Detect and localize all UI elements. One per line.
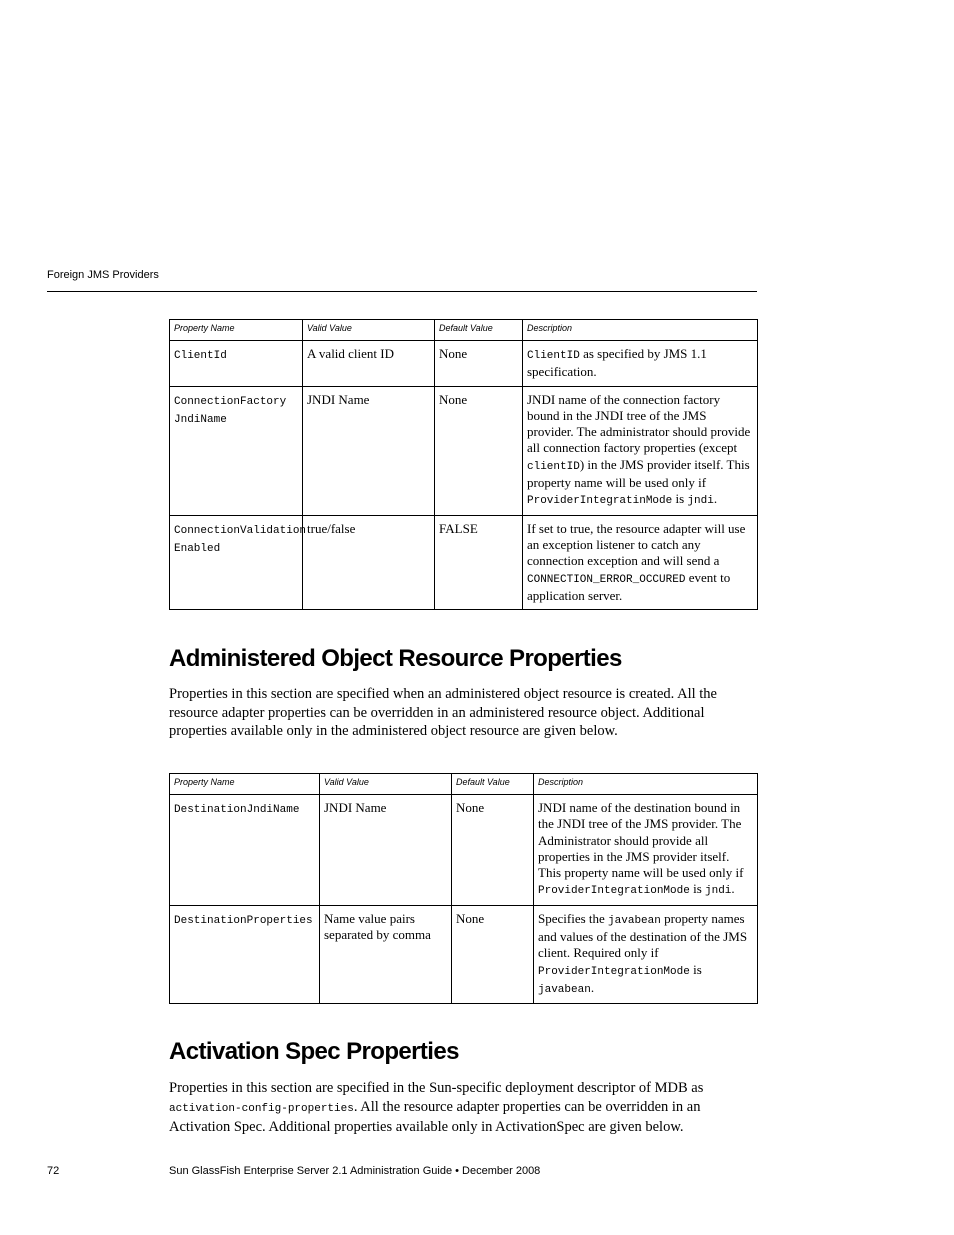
col-header-valid-value: Valid Value <box>320 774 452 795</box>
property-name: ConnectionFactory <box>174 395 287 408</box>
code-term: activation-config-properties <box>169 1102 354 1115</box>
table-header-row <box>170 774 758 795</box>
col-header-default-value: Default Value <box>452 774 534 795</box>
code-term: ClientID <box>527 350 580 362</box>
property-name: DestinationProperties <box>174 914 313 927</box>
code-term: ProviderIntegratinMode <box>527 495 673 508</box>
valid-value-cell: A valid client ID <box>303 341 435 387</box>
section-heading-activation-spec: Activation Spec Properties <box>169 1038 459 1065</box>
code-term: CONNECTION_ERROR_OCCURED <box>527 573 686 586</box>
col-header-valid-value: Valid Value <box>303 320 435 341</box>
section-body-administered-object: Properties in this section are specified when an administered object resource is created. All the resource adapter properties can be overridden in an administered resource object. Additional properties available only in the administered object resource are given below. <box>169 686 717 739</box>
default-value-cell: None <box>435 386 523 515</box>
property-name-continued: Enabled <box>174 542 221 555</box>
code-term: ProviderIntegrationMode <box>538 965 690 978</box>
footer-title: Sun GlassFish Enterprise Server 2.1 Administration Guide • December 2008 <box>169 1165 541 1177</box>
col-header-default-value: Default Value <box>435 320 523 341</box>
table-row <box>170 795 758 906</box>
administered-object-properties-table <box>169 773 758 1004</box>
col-header-property-name: Property Name <box>170 320 303 341</box>
table-row <box>170 341 758 387</box>
table-row <box>170 905 758 1003</box>
property-name: ConnectionValidation <box>174 524 307 537</box>
valid-value-cell: JNDI Name <box>303 386 435 515</box>
valid-value-cell: true/false <box>303 515 435 609</box>
running-header: Foreign JMS Providers <box>47 269 159 281</box>
code-term: jndi <box>687 495 714 508</box>
property-name-cell <box>170 386 303 515</box>
description-cell: JNDI name of the connection factory bound in the JNDI tree of the JMS provider. The administrator should provide all connection factory properties (except clientID) in the JMS provider itself. This property name will be used only if ProviderIntegratinMode is jndi. <box>523 386 758 515</box>
table-row <box>170 386 758 515</box>
code-term: javabean <box>538 983 591 996</box>
default-value-cell: None <box>452 795 534 906</box>
col-header-property-name: Property Name <box>170 774 320 795</box>
description-cell: If set to true, the resource adapter will use an exception listener to catch any connection exception and will send a CONNECTION_ERROR_OCCURED event to application server. <box>523 515 758 609</box>
property-name-cell <box>170 905 320 1003</box>
valid-value-cell: JNDI Name <box>320 795 452 906</box>
default-value-cell: None <box>435 341 523 387</box>
page-number: 72 <box>47 1165 60 1177</box>
property-name: ClientId <box>174 350 227 362</box>
valid-value-cell: Name value pairs separated by comma <box>320 905 452 1003</box>
code-term: ProviderIntegrationMode <box>538 885 690 898</box>
property-name-cell <box>170 515 307 609</box>
code-term: clientID <box>527 460 580 473</box>
default-value-cell: None <box>452 905 534 1003</box>
code-term: javabean <box>608 914 661 927</box>
table-row <box>170 515 758 609</box>
col-header-description: Description <box>534 774 758 795</box>
description-cell: JNDI name of the destination bound in the JNDI tree of the JMS provider. The Administrator should provide all properties in the JMS provider itself. This property name will be used only if ProviderIntegrationMode is jndi. <box>534 795 758 906</box>
section-body-activation-spec: Properties in this section are specified in the Sun-specific deployment descriptor of MDB as activation-config-properties. All the resource adapter properties can be overridden in an Activation Spec. Additional properties available only in ActivationSpec are given below. <box>169 1080 704 1135</box>
description-cell: ClientID as specified by JMS 1.1 specification. <box>523 341 758 387</box>
foreign-provider-properties-table <box>169 319 758 610</box>
header-rule <box>47 291 757 292</box>
property-name-continued: JndiName <box>174 413 227 426</box>
property-name-cell <box>170 341 303 387</box>
col-header-description: Description <box>523 320 758 341</box>
code-term: jndi <box>705 885 732 898</box>
property-name-cell <box>170 795 320 906</box>
table-header-row <box>170 320 758 341</box>
property-name: DestinationJndiName <box>174 804 300 816</box>
description-cell: Specifies the javabean property names and values of the destination of the JMS client. Required only if ProviderIntegrationMode is javabean. <box>534 905 758 1003</box>
section-heading-administered-object: Administered Object Resource Properties <box>169 645 622 672</box>
default-value-cell: FALSE <box>435 515 523 609</box>
